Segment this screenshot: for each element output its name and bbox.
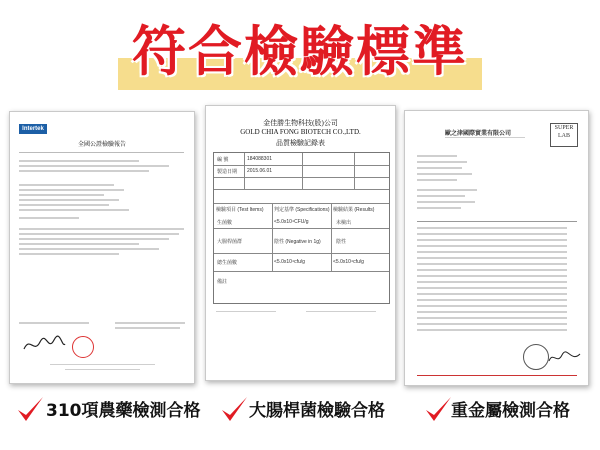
- company-name-en: GOLD CHIA FONG BIOTECH CO.,LTD.: [240, 128, 361, 136]
- row-item-1: 生菌數: [217, 220, 233, 226]
- row-spec-2: 陰性 (Negative in 1g): [274, 239, 321, 245]
- remark-label: 備註: [217, 279, 228, 285]
- caption-pesticide: [15, 395, 215, 429]
- doc1-heading: 全國公證檢驗報告: [77, 141, 126, 148]
- batch-number: 184088301: [247, 156, 273, 162]
- superlab-logo: SUPER LAB: [550, 123, 578, 147]
- form-title: 品質檢驗記錄表: [276, 139, 325, 147]
- intertek-logo: Intertek: [19, 124, 47, 134]
- checkmark-icon: [15, 395, 45, 425]
- certificate-quality-record[interactable]: [205, 105, 396, 381]
- row-result-3: <5.0x10⁴cfu/g: [333, 259, 364, 265]
- col-items: 檢驗項目 (Test Items): [216, 207, 264, 213]
- caption-text-1: 310項農藥檢測合格: [46, 401, 201, 421]
- red-seal: [72, 336, 94, 358]
- title-banner: [118, 14, 482, 90]
- manufacture-date: 2015.06.01: [247, 168, 273, 174]
- col-result: 檢驗結果 (Results): [333, 207, 375, 213]
- row-spec-3: <5.0x10⁴cfu/g: [274, 259, 305, 265]
- signature-mark: [22, 334, 67, 356]
- superlab-company: 歐之津國際實業有限公司: [445, 131, 512, 137]
- certificate-superlab[interactable]: [404, 110, 589, 386]
- row-spec-1: <5.0x10⁴CFU/g: [274, 219, 309, 225]
- company-name-zh: 金佳勝生物科技(股)公司: [263, 119, 338, 127]
- caption-heavy-metal: [423, 395, 598, 429]
- caption-coliform: [219, 395, 404, 429]
- checkmark-icon: [423, 395, 453, 425]
- caption-text-3: 重金屬檢測合格: [451, 401, 570, 421]
- page-title: 符合檢驗標準: [132, 20, 468, 83]
- lab-seal: [523, 344, 549, 370]
- caption-text-2: 大腸桿菌檢驗合格: [249, 401, 385, 421]
- row-result-1: 未檢出: [336, 220, 352, 226]
- col-spec: 判定基準 (Specifications): [274, 207, 330, 213]
- lab-signature: [547, 349, 582, 367]
- row-item-3: 總生菌數: [217, 260, 238, 266]
- checkmark-icon: [219, 395, 249, 425]
- row-result-2: 陰性: [336, 239, 347, 245]
- row-item-2: 大腸桿菌群: [217, 239, 243, 245]
- certificate-intertek[interactable]: [9, 111, 195, 384]
- record-table: 編 號 184088301 製造日期 2015.06.01 檢驗項目 (Test Items) 判定基準 (Specifications) 檢驗結果 (Results) 生菌數 <5.0x10⁴CFU/g 未檢出 大腸桿菌群 陰性 (Negative in 1g) 陰性 總生菌數 <5.0x10⁴cfu/g <5.0x10⁴cfu/g 備註: [213, 152, 390, 304]
